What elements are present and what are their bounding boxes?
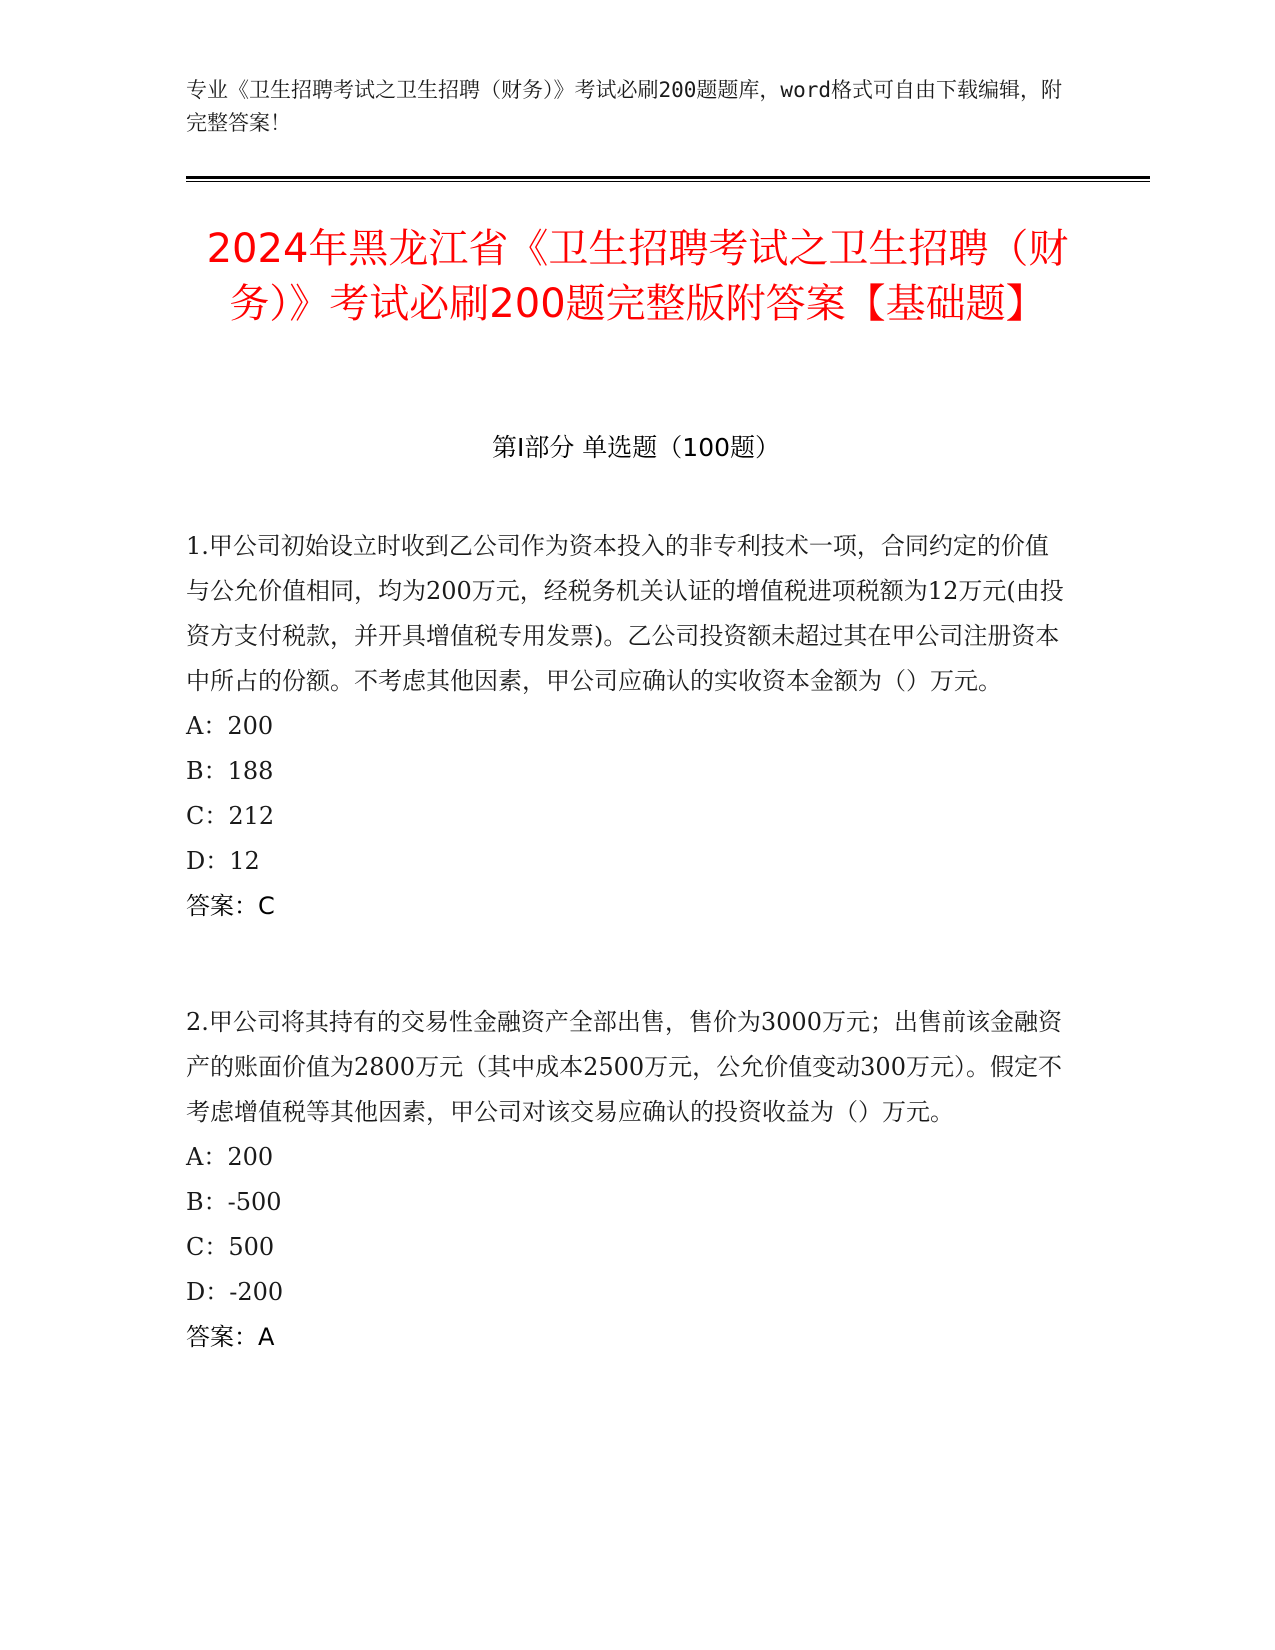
question-2 (186, 1000, 1066, 1360)
header-divider-thin (186, 181, 1150, 182)
option-b: B：188 (186, 757, 274, 785)
option-b: B：-500 (186, 1188, 282, 1216)
answer: 答案：C (186, 892, 275, 920)
question-stem: 1.甲公司初始设立时收到乙公司作为资本投入的非专利技术一项，合同约定的价值与公允价值相同，均为200万元，经税务机关认证的增值税进项税额为12万元(由投资方支付税款，并开具增值税专用发票)。乙公司投资额未超过其在甲公司注册资本中所占的份额。不考虑其他因素，甲公司应确认的实收资本金额为（）万元。 (186, 532, 1064, 695)
option-a: A：200 (186, 1143, 274, 1171)
header-divider-thick (186, 176, 1150, 179)
option-c: C：212 (186, 802, 275, 830)
header-note: 专业《卫生招聘考试之卫生招聘（财务）》考试必刷200题题库，word格式可自由下载编辑，附完整答案！ (186, 78, 1062, 135)
question-1 (186, 524, 1066, 929)
section-heading: 第Ⅰ部分 单选题（100题） (491, 433, 781, 462)
answer: 答案：A (186, 1323, 275, 1351)
option-d: D：-200 (186, 1278, 284, 1306)
document-title: 2024年黑龙江省《卫生招聘考试之卫生招聘（财务）》考试必刷200题完整版附答案【基础题】 (206, 226, 1069, 327)
option-d: D：12 (186, 847, 260, 875)
option-c: C：500 (186, 1233, 275, 1261)
question-stem: 2.甲公司将其持有的交易性金融资产全部出售，售价为3000万元；出售前该金融资产的账面价值为2800万元（其中成本2500万元，公允价值变动300万元）。假定不考虑增值税等其他因素，甲公司对该交易应确认的投资收益为（）万元。 (186, 1008, 1062, 1126)
option-a: A：200 (186, 712, 274, 740)
